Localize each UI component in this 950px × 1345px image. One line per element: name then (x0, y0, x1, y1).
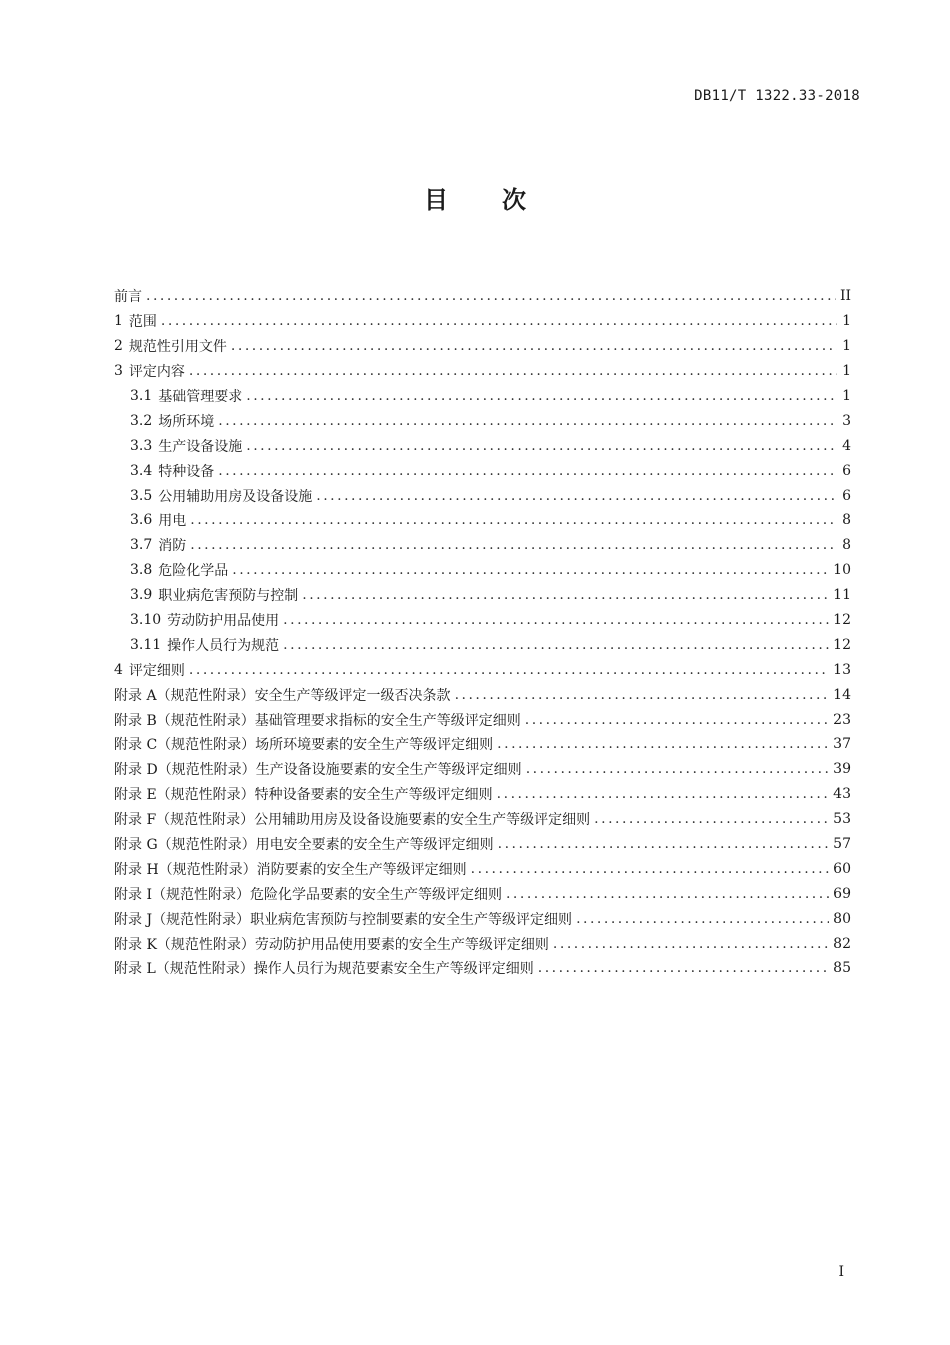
toc-appendix-entry[interactable] (114, 682, 851, 707)
toc-leader-dots (232, 562, 829, 578)
toc-entry-foreword[interactable] (114, 284, 851, 309)
toc-entry-label: 基础管理要求 (158, 389, 243, 405)
toc-leader-dots (594, 811, 829, 827)
toc-entry-label: 评定细则 (128, 662, 185, 679)
toc-entry-label: 操作人员行为规范要素安全生产等级评定细则 (253, 961, 534, 978)
toc-leader-dots (246, 388, 837, 404)
toc-entry-scope[interactable] (114, 309, 851, 334)
appendix-type: （规范性附录） (158, 861, 257, 878)
toc-entry-number: 3.3 (130, 437, 153, 454)
toc-entry-label: 场所环境要素的安全生产等级评定细则 (255, 737, 494, 754)
toc-leader-dots (246, 438, 837, 454)
appendix-type: （规范性附录） (156, 687, 255, 704)
toc-entry-number: 3.2 (130, 412, 153, 429)
toc-entry-label: 用电 (158, 513, 187, 530)
appendix-type: （规范性附录） (156, 787, 255, 804)
toc-entry-label: 生产设备设施 (158, 438, 243, 455)
toc-leader-dots (553, 936, 829, 952)
toc-appendix-entry[interactable] (114, 856, 851, 881)
toc-entry-label: 场所环境 (158, 413, 215, 430)
document-code: DB11/T 1322.33-2018 (694, 88, 860, 104)
toc-page-number: 6 (842, 487, 851, 504)
toc-leader-dots (190, 537, 837, 553)
toc-appendix-entry[interactable] (114, 757, 851, 782)
toc-entry-number: 2 (114, 338, 123, 355)
toc-page-number: 8 (842, 512, 851, 529)
toc-subentry[interactable] (114, 533, 851, 558)
toc-page-number: 14 (833, 686, 851, 703)
toc-leader-dots (497, 786, 830, 802)
appendix-id: 附录 I (114, 886, 152, 903)
toc-entry-number: 3.4 (130, 462, 153, 479)
toc-entry-label: 评定内容 (128, 364, 185, 381)
toc-entry-label: 用电安全要素的安全生产等级评定细则 (255, 837, 494, 854)
toc-subentry[interactable] (114, 408, 851, 433)
toc-appendix-entry[interactable] (114, 707, 851, 732)
toc-appendix-entry[interactable] (114, 906, 851, 931)
toc-subentry[interactable] (114, 458, 851, 483)
toc-appendix-entry[interactable] (114, 782, 851, 807)
appendix-type: （规范性附录） (152, 911, 251, 928)
toc-leader-dots (526, 761, 829, 777)
toc-entry-label: 操作人员行为规范 (167, 637, 280, 654)
toc-leader-dots (189, 363, 837, 379)
appendix-id: 附录 E (114, 787, 157, 804)
toc-entry-number: 1 (114, 313, 123, 330)
toc-entry-label: 消防 (158, 538, 187, 555)
toc-leader-dots (218, 463, 837, 479)
toc-entry-label: 劳动防护用品使用要素的安全生产等级评定细则 (254, 936, 549, 953)
toc-leader-dots (146, 288, 836, 304)
toc-leader-dots (576, 911, 829, 927)
toc-entry-label: 特种设备要素的安全生产等级评定细则 (254, 787, 493, 804)
appendix-id: 附录 B (114, 712, 157, 729)
appendix-id: 附录 H (114, 861, 159, 878)
toc-subentry[interactable] (114, 558, 851, 583)
toc-page-number: 53 (833, 811, 851, 828)
toc-leader-dots (189, 662, 829, 678)
toc-leader-dots (283, 637, 829, 653)
toc-entry-label: 生产设备设施要素的安全生产等级评定细则 (255, 762, 522, 779)
toc-page-number: 8 (842, 537, 851, 554)
toc-appendix-entry[interactable] (114, 881, 851, 906)
toc-leader-dots (218, 413, 837, 429)
appendix-id: 附录 J (114, 911, 153, 928)
appendix-type: （规范性附录） (156, 812, 255, 829)
toc-page-number: 1 (842, 363, 851, 380)
appendix-type: （规范性附录） (151, 886, 250, 903)
toc-appendix-entry[interactable] (114, 832, 851, 857)
toc-page-number: 6 (842, 462, 851, 479)
toc-entry-label: 前言 (114, 289, 142, 306)
toc-subentry[interactable] (114, 608, 851, 633)
toc-page-number: 3 (842, 412, 851, 429)
appendix-type: （规范性附录） (157, 837, 256, 854)
toc-entry-label: 规范性引用文件 (128, 339, 227, 356)
toc-leader-dots (506, 886, 829, 902)
appendix-type: （规范性附录） (156, 712, 255, 729)
toc-leader-dots (316, 488, 837, 504)
appendix-id: 附录 D (114, 762, 158, 779)
appendix-id: 附录 L (114, 961, 156, 978)
toc-page-number: 11 (833, 587, 851, 604)
toc-leader-dots (538, 960, 829, 976)
toc-entry-number: 3.7 (130, 537, 153, 554)
toc-appendix-entry[interactable] (114, 732, 851, 757)
toc-entry-label: 危险化学品要素的安全生产等级评定细则 (249, 886, 502, 903)
toc-page-number: 43 (833, 786, 851, 803)
toc-entry-number: 3.9 (130, 587, 153, 604)
toc-leader-dots (525, 712, 829, 728)
toc-leader-dots (471, 861, 830, 877)
toc-entry-number: 3.10 (130, 612, 162, 629)
appendix-id: 附录 F (114, 812, 157, 829)
toc-page-number: 23 (833, 711, 851, 728)
toc-page-number: 12 (833, 612, 851, 629)
toc-subentry[interactable] (114, 508, 851, 533)
toc-entry-label: 范围 (128, 314, 157, 331)
toc-leader-dots (231, 338, 837, 354)
toc-page-number: 13 (833, 661, 851, 678)
toc-entry-number: 3.8 (130, 562, 153, 579)
toc-entry-number: 3 (114, 363, 123, 380)
toc-leader-dots (497, 736, 829, 752)
toc-leader-dots (190, 512, 837, 528)
table-of-contents (114, 284, 851, 981)
toc-leader-dots (455, 687, 830, 703)
toc-subentry[interactable] (114, 583, 851, 608)
toc-page-number: 1 (842, 388, 851, 404)
toc-page-number: 1 (842, 338, 851, 355)
toc-page-number: 82 (833, 935, 851, 952)
toc-entry-label: 职业病危害预防与控制 (158, 588, 299, 605)
toc-entry-label: 职业病危害预防与控制要素的安全生产等级评定细则 (250, 911, 573, 928)
toc-title (0, 180, 950, 215)
toc-entry-evaluation-rules[interactable] (114, 657, 851, 682)
toc-page-number: 10 (833, 562, 851, 579)
toc-page-number: 57 (833, 836, 851, 853)
toc-entry-label: 安全生产等级评定一级否决条款 (254, 687, 451, 704)
appendix-type: （规范性附录） (157, 762, 256, 779)
toc-subentry[interactable] (114, 384, 851, 409)
toc-entry-number: 3.1 (130, 388, 153, 404)
toc-entry-evaluation-content[interactable] (114, 359, 851, 384)
toc-page-number: II (839, 288, 851, 305)
toc-page-number: 37 (833, 736, 851, 753)
toc-entry-number: 3.11 (130, 636, 162, 653)
toc-page-number: 85 (833, 960, 851, 977)
toc-entry-label: 劳动防护用品使用 (167, 613, 280, 630)
appendix-id: 附录 C (114, 737, 158, 754)
appendix-id: 附录 G (114, 837, 158, 854)
toc-entry-number: 3.6 (130, 512, 153, 529)
toc-appendix-entry[interactable] (114, 807, 851, 832)
toc-page-number: 12 (833, 636, 851, 653)
toc-page-number: 4 (842, 437, 851, 454)
toc-entry-label: 公用辅助用房及设备设施要素的安全生产等级评定细则 (254, 812, 591, 829)
toc-leader-dots (302, 587, 829, 603)
toc-title-char-2: 次 (502, 186, 526, 214)
toc-entry-normative-references[interactable] (114, 334, 851, 359)
toc-entry-label: 基础管理要求指标的安全生产等级评定细则 (254, 712, 521, 729)
appendix-type: （规范性附录） (156, 936, 255, 953)
appendix-type: （规范性附录） (157, 737, 256, 754)
toc-leader-dots (283, 612, 829, 628)
toc-appendix-entry[interactable] (114, 956, 851, 981)
toc-page-number: 69 (833, 885, 851, 902)
toc-entry-label: 特种设备 (158, 463, 215, 480)
toc-subentry[interactable] (114, 433, 851, 458)
toc-leader-dots (498, 836, 830, 852)
toc-title-char-1: 目 (424, 186, 448, 214)
toc-entry-label: 危险化学品 (158, 563, 229, 580)
toc-subentry[interactable] (114, 632, 851, 657)
page-number: I (838, 1264, 844, 1280)
toc-page-number: 80 (833, 910, 851, 927)
appendix-type: （规范性附录） (155, 961, 254, 978)
toc-entry-label: 消防要素的安全生产等级评定细则 (256, 861, 467, 878)
appendix-id: 附录 A (114, 687, 157, 704)
toc-entry-number: 4 (114, 661, 123, 678)
toc-subentry[interactable] (114, 483, 851, 508)
toc-entry-label: 公用辅助用房及设备设施 (158, 488, 313, 505)
appendix-id: 附录 K (114, 936, 157, 953)
toc-entry-number: 3.5 (130, 487, 153, 504)
toc-page-number: 39 (833, 761, 851, 778)
toc-leader-dots (161, 313, 837, 329)
toc-page-number: 60 (833, 860, 851, 877)
toc-page-number: 1 (842, 313, 851, 330)
toc-appendix-entry[interactable] (114, 931, 851, 956)
